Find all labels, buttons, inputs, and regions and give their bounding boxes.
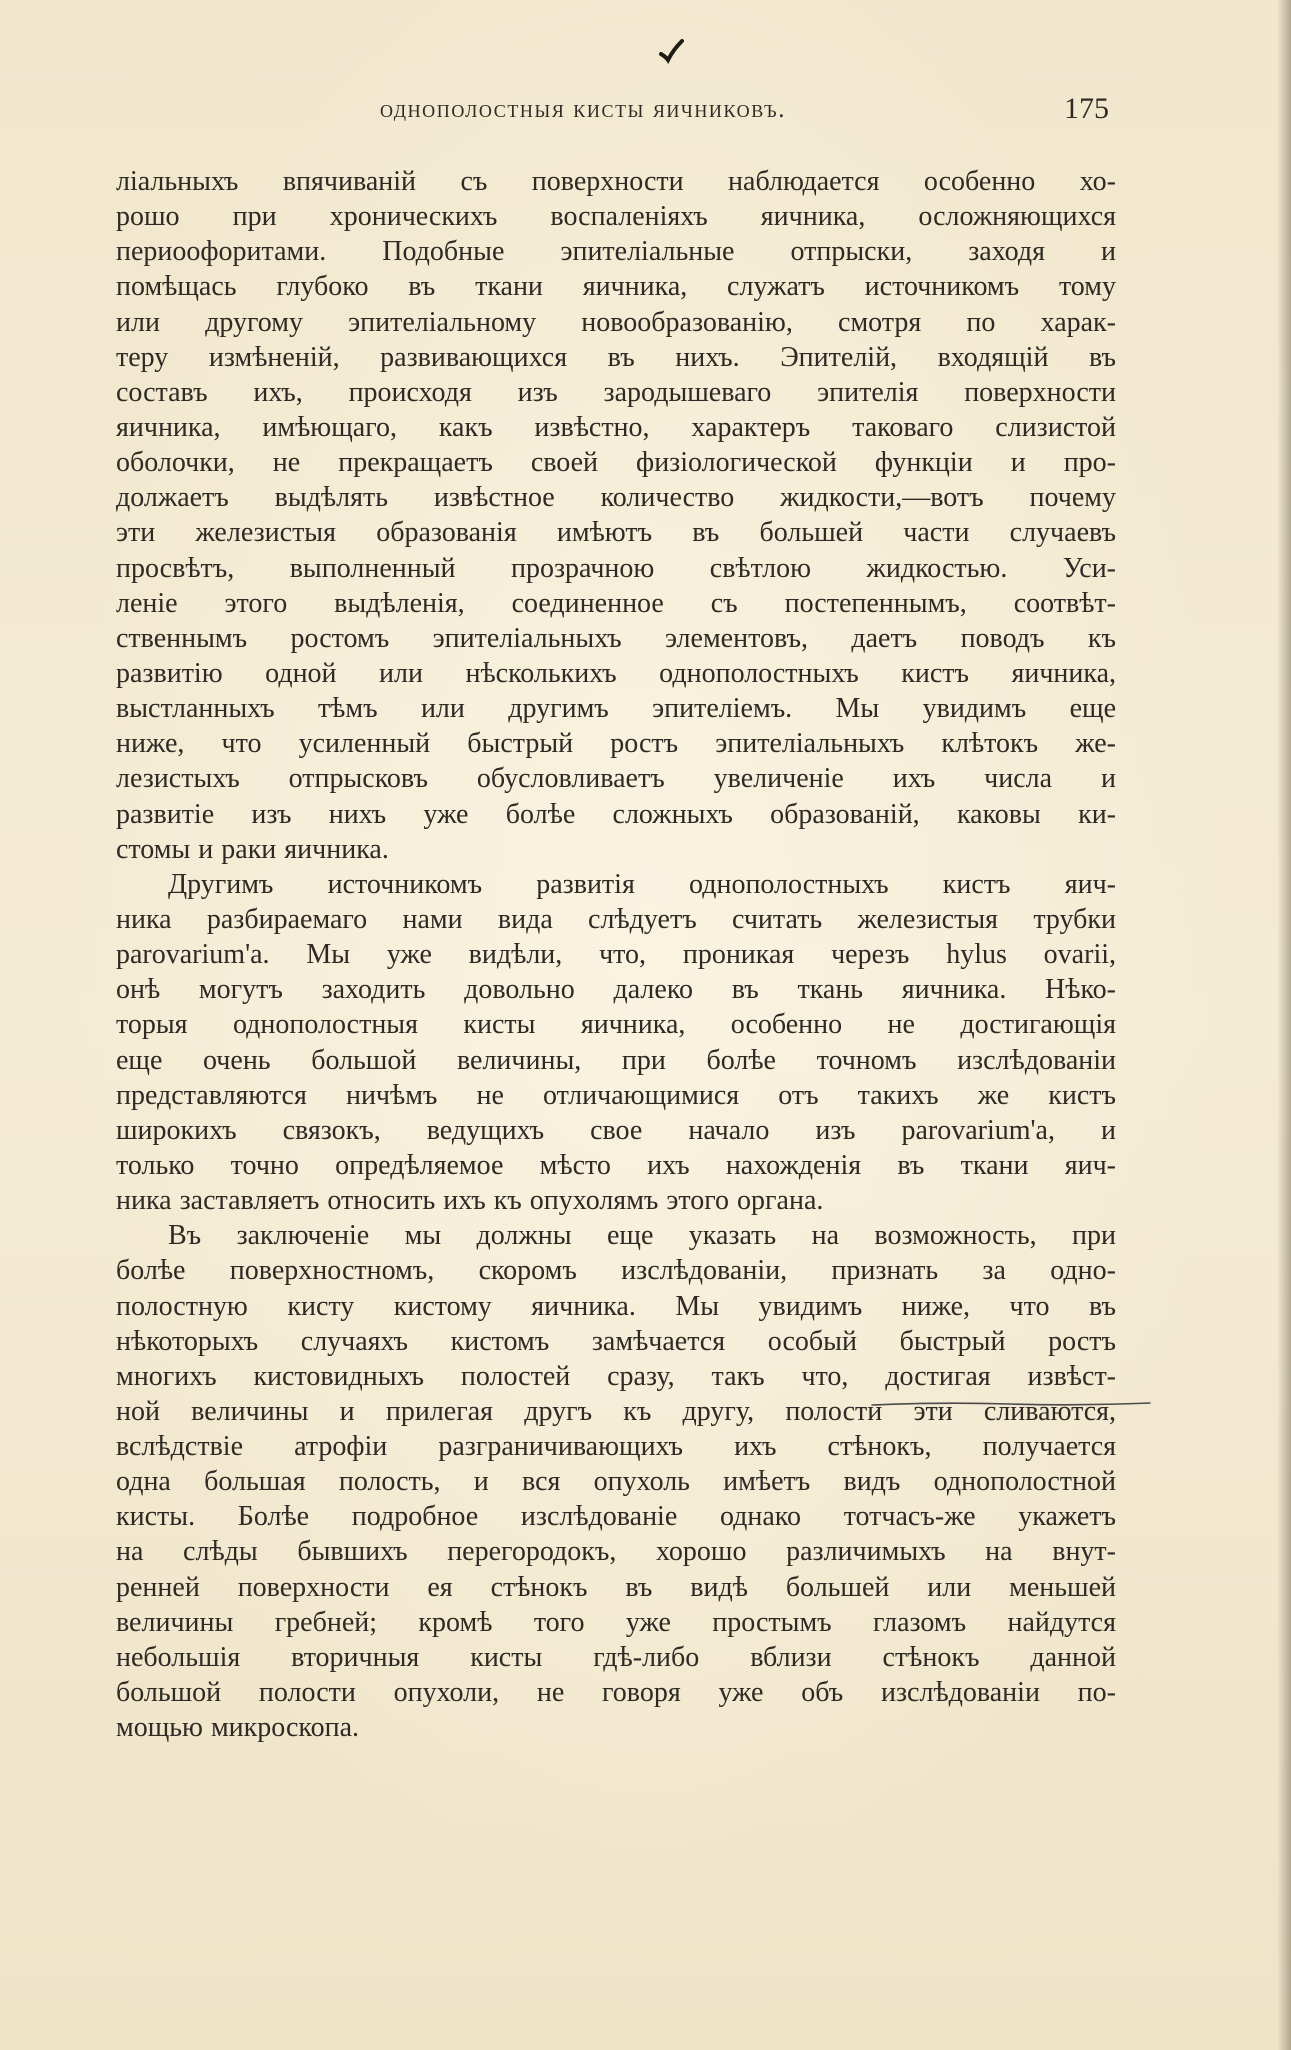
pencil-underline-mark xyxy=(870,1401,1152,1407)
text-line: полостную кисту кистому яичника. Мы увидимъ ниже, что въ xyxy=(116,1290,1116,1322)
text-line: оболочки, не прекращаетъ своей физіологической функціи и про- xyxy=(116,447,1116,479)
text-line: вслѣдствіе атрофіи разграничивающихъ ихъ стѣнокъ, получается xyxy=(116,1431,1116,1463)
text-line: на слѣды бывшихъ перегородокъ, хорошо различимыхъ на внут- xyxy=(116,1536,1116,1568)
text-line: кисты. Болѣе подробное изслѣдованіе однако тотчасъ-же укажетъ xyxy=(116,1501,1116,1533)
text-line: ной величины и прилегая другъ къ другу, полости эти сливаются, xyxy=(116,1395,1116,1427)
text-line: рошо при хроническихъ воспаленіяхъ яичника, осложняющихся xyxy=(116,201,1116,233)
text-line: составъ ихъ, происходя изъ зародышеваго эпителія поверхности xyxy=(116,376,1116,408)
page-number: 175 xyxy=(1064,92,1109,125)
text-line: лезистыхъ отпрысковъ обусловливаетъ увеличеніе ихъ числа и xyxy=(116,763,1116,795)
text-line: многихъ кистовидныхъ полостей сразу, такъ что, достигая извѣст- xyxy=(116,1360,1116,1392)
text-line: широкихъ связокъ, ведущихъ свое начало изъ parovarium'а, и xyxy=(116,1114,1116,1146)
text-line: ника заставляетъ относить ихъ къ опухолямъ этого органа. xyxy=(116,1185,824,1217)
text-line: ника разбираемаго нами вида слѣдуетъ считать железистыя трубки xyxy=(116,903,1116,935)
text-line: большой полости опухоли, не говоря уже объ изслѣдованіи по- xyxy=(116,1677,1116,1709)
text-line: ниже, что усиленный быстрый ростъ эпителіальныхъ клѣтокъ же- xyxy=(116,728,1116,760)
text-line: болѣе поверхностномъ, скоромъ изслѣдованіи, признать за одно- xyxy=(116,1255,1116,1287)
text-line: онѣ могутъ заходить довольно далеко въ ткань яичника. Нѣко- xyxy=(116,974,1116,1006)
text-line: ренней поверхности ея стѣнокъ въ видѣ большей или меньшей xyxy=(116,1571,1116,1603)
text-line: леніе этого выдѣленія, соединенное съ постепеннымъ, соотвѣт- xyxy=(116,587,1116,619)
text-line: просвѣтъ, выполненный прозрачною свѣтлою жидкостью. Уси- xyxy=(116,552,1116,584)
text-line: выстланныхъ тѣмъ или другимъ эпителіемъ. Мы увидимъ еще xyxy=(116,693,1116,725)
text-line: одна большая полость, и вся опухоль имѣетъ видъ однополостной xyxy=(116,1466,1116,1498)
text-line: мощью микроскопа. xyxy=(116,1712,359,1744)
text-line: или другому эпителіальному новообразованію, смотря по харак- xyxy=(116,306,1116,338)
text-line: стомы и раки яичника. xyxy=(116,833,389,865)
text-line: торыя однополостныя кисты яичника, особенно не достигающія xyxy=(116,1009,1116,1041)
page-edge-shadow xyxy=(1277,0,1291,2050)
text-line: Другимъ источникомъ развитія однополостныхъ кистъ яич- xyxy=(168,868,1116,900)
text-line: Въ заключеніе мы должны еще указать на возможность, при xyxy=(168,1220,1116,1252)
text-line: помѣщась глубоко въ ткани яичника, служатъ источникомъ тому xyxy=(116,271,1116,303)
text-line: теру измѣненій, развивающихся въ нихъ. Эпителій, входящій въ xyxy=(116,341,1116,373)
text-line: небольшія вторичныя кисты гдѣ-либо вблизи стѣнокъ данной xyxy=(116,1641,1116,1673)
text-line: ственнымъ ростомъ эпителіальныхъ элементовъ, даетъ поводъ къ xyxy=(116,622,1116,654)
text-line: должаетъ выдѣлять извѣстное количество жидкости,—вотъ почему xyxy=(116,482,1116,514)
text-line: величины гребней; кромѣ того уже простымъ глазомъ найдутся xyxy=(116,1606,1116,1638)
pen-checkmark-icon xyxy=(658,38,684,64)
text-line: яичника, имѣющаго, какъ извѣстно, характеръ таковаго слизистой xyxy=(116,411,1116,443)
text-line: parovarium'а. Мы уже видѣли, что, проникая черезъ hylus ovarii, xyxy=(116,939,1116,971)
text-line: периоофоритами. Подобные эпителіальные отпрыски, заходя и xyxy=(116,236,1116,268)
text-line: развитіе изъ нихъ уже болѣе сложныхъ образованій, каковы ки- xyxy=(116,798,1116,830)
text-line: эти железистыя образованія имѣютъ въ большей части случаевъ xyxy=(116,517,1116,549)
text-line: только точно опредѣляемое мѣсто ихъ нахожденія въ ткани яич- xyxy=(116,1149,1116,1181)
body-text xyxy=(116,164,1116,1745)
text-line: еще очень большой величины, при болѣе точномъ изслѣдованіи xyxy=(116,1044,1116,1076)
text-line: развитію одной или нѣсколькихъ однополостныхъ кистъ яичника, xyxy=(116,657,1116,689)
text-line: представляются ничѣмъ не отличающимися отъ такихъ же кистъ xyxy=(116,1079,1116,1111)
text-line: ліальныхъ впячиваній съ поверхности наблюдается особенно хо- xyxy=(116,166,1116,197)
running-title: однополостныя кисты яичниковъ. xyxy=(380,96,787,123)
text-line: нѣкоторыхъ случаяхъ кистомъ замѣчается особый быстрый ростъ xyxy=(116,1325,1116,1357)
